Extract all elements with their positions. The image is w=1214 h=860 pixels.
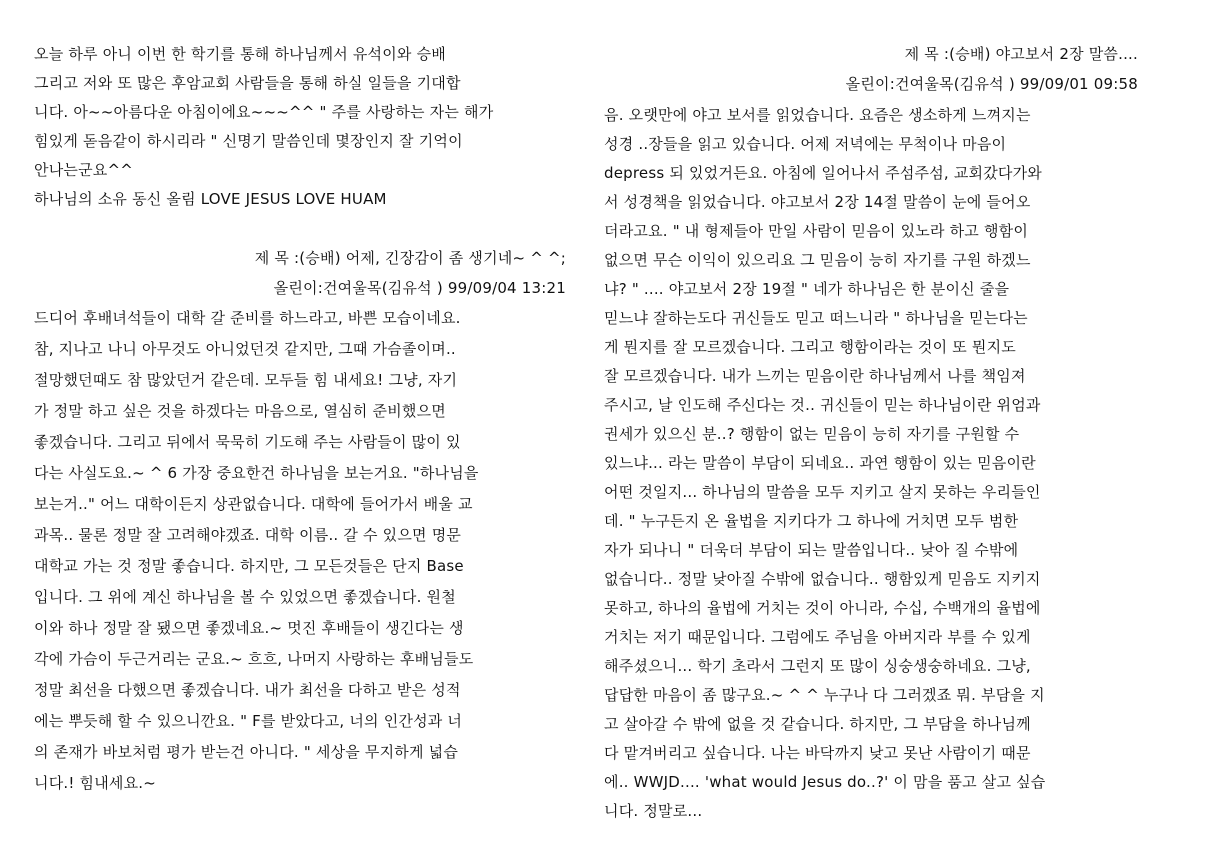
post-meta: 올린이:건여울목(김유석 ) 99/09/04 13:21 xyxy=(273,279,566,297)
body-line: 에.. WWJD.... 'what would Jesus do..?' 이 맘을 품고 살고 싶습 xyxy=(604,773,1046,791)
body-line: 더라고요. " 내 형제들아 만일 사람이 믿음이 있노라 하고 행함이 xyxy=(604,222,1029,240)
body-line: 각에 가슴이 두근거리는 군요.~ 흐흐, 나머지 사랑하는 후배님들도 xyxy=(34,650,474,668)
intro-line: 오늘 하루 아니 이번 한 학기를 통해 하나님께서 유석이와 승배 xyxy=(34,45,446,63)
body-line: 의 존재가 바보처럼 평가 받는건 아니다. " 세상을 무지하게 넓습 xyxy=(34,743,459,761)
body-line: 있느냐... 라는 말씀이 부담이 되네요.. 과연 행함이 있는 믿음이란 xyxy=(604,454,1036,472)
body-line: depress 되 있었거든요. 아침에 일어나서 주섬주섬, 교회갔다가와 xyxy=(604,164,1042,182)
intro-line: 안나는군요^^ xyxy=(34,161,133,179)
body-line: 니다. 정말로... xyxy=(604,802,703,820)
body-line: 에는 뿌듯해 할 수 있으니깐요. " F를 받았다고, 너의 인간성과 너 xyxy=(34,712,463,730)
post-title: 제 목 :(승배) 야고보서 2장 말씀.... xyxy=(904,45,1138,63)
body-line: 고 살아갈 수 밖에 없을 것 같습니다. 하지만, 그 부담을 하나님께 xyxy=(604,715,1031,733)
body-line: 음. 오랫만에 야고 보서를 읽었습니다. 요즘은 생소하게 느껴지는 xyxy=(604,106,1031,124)
intro-line: 니다. 아~~아름다운 아침이에요~~~^^ " 주를 사랑하는 자는 해가 xyxy=(34,103,494,121)
body-line: 다 맡겨버리고 싶습니다. 나는 바닥까지 낮고 못난 사람이기 때문 xyxy=(604,744,1031,762)
body-line: 서 성경책을 읽었습니다. 야고보서 2장 14절 말씀이 눈에 들어오 xyxy=(604,193,1031,211)
body-line: 어떤 것일지... 하나님의 말씀을 모두 지키고 살지 못하는 우리들인 xyxy=(604,483,1041,501)
body-line: 답답한 마음이 좀 많구요.~ ^ ^ 누구나 다 그러겠죠 뭐. 부담을 지 xyxy=(604,686,1045,704)
body-line: 자가 되나니 " 더욱더 부담이 되는 말씀입니다.. 낮아 질 수밖에 xyxy=(604,541,1019,559)
body-line: 잘 모르겠습니다. 내가 느끼는 믿음이란 하나님께서 나를 책임져 xyxy=(604,367,1026,385)
intro-line: 힘있게 돋음같이 하시리라 " 신명기 말씀인데 몇장인지 잘 기억이 xyxy=(34,132,463,150)
body-line: 못하고, 하나의 율법에 거치는 것이 아니라, 수십, 수백개의 율법에 xyxy=(604,599,1041,617)
body-line: 보는거.." 어느 대학이든지 상관없습니다. 대학에 들어가서 배울 교 xyxy=(34,495,473,513)
body-line: 권세가 있으신 분..? 행함이 없는 믿음이 능히 자기를 구원할 수 xyxy=(604,425,1020,443)
body-line: 없습니다.. 정말 낮아질 수밖에 없습니다.. 행함있게 믿음도 지키지 xyxy=(604,570,1041,588)
body-line: 성경 ..장들을 읽고 있습니다. 어제 저녁에는 무척이나 마음이 xyxy=(604,135,1007,153)
intro-line: 하나님의 소유 동신 올림 LOVE JESUS LOVE HUAM xyxy=(34,190,387,208)
body-line: 게 뭔지를 잘 모르겠습니다. 그리고 행함이라는 것이 또 뭔지도 xyxy=(604,338,1016,356)
body-line: 좋겠습니다. 그리고 뒤에서 묵묵히 기도해 주는 사람들이 많이 있 xyxy=(34,433,461,451)
body-line: 믿느냐 잘하는도다 귀신들도 믿고 떠느니라 " 하나님을 믿는다는 xyxy=(604,309,1028,327)
body-line: 과목.. 물론 정말 잘 고려해야겠죠. 대학 이름.. 갈 수 있으면 명문 xyxy=(34,526,462,544)
body-line: 정말 최선을 다했으면 좋겠습니다. 내가 최선을 다하고 받은 성적 xyxy=(34,681,461,699)
body-line: 이와 하나 정말 잘 됐으면 좋겠네요.~ 멋진 후배들이 생긴다는 생 xyxy=(34,619,464,637)
body-line: 가 정말 하고 싶은 것을 하겠다는 마음으로, 열심히 준비했으면 xyxy=(34,402,446,420)
body-line: 주시고, 날 인도해 주신다는 것.. 귀신들이 믿는 하나님이란 위엄과 xyxy=(604,396,1041,414)
body-line: 데. " 누구든지 온 율법을 지키다가 그 하나에 거치면 모두 범한 xyxy=(604,512,1019,530)
body-line: 냐? " .... 야고보서 2장 19절 " 네가 하나님은 한 분이신 줄을 xyxy=(604,280,1010,298)
body-line: 입니다. 그 위에 계신 하나님을 볼 수 있었으면 좋겠습니다. 원철 xyxy=(34,588,456,606)
body-line: 참, 지나고 나니 아무것도 아니었던것 같지만, 그때 가슴졸이며.. xyxy=(34,340,456,358)
body-line: 다는 사실도요.~ ^ 6 가장 중요한건 하나님을 보는거요. "하나님을 xyxy=(34,464,479,482)
post-meta: 올린이:건여울목(김유석 ) 99/09/01 09:58 xyxy=(845,75,1138,93)
body-line: 해주셨으니... 학기 초라서 그런지 또 많이 싱숭생숭하네요. 그냥, xyxy=(604,657,1031,675)
post-title: 제 목 :(승배) 어제, 긴장감이 좀 생기네~ ^ ^; xyxy=(254,249,566,267)
body-line: 드디어 후배녀석들이 대학 갈 준비를 하느라고, 바쁜 모습이네요. xyxy=(34,309,461,327)
body-line: 대학교 가는 것 정말 좋습니다. 하지만, 그 모든것들은 단지 Base xyxy=(34,557,464,575)
intro-line: 그리고 저와 또 많은 후암교회 사람들을 통해 하실 일들을 기대합 xyxy=(34,74,461,92)
body-line: 니다.! 힘내세요.~ xyxy=(34,774,157,792)
body-line: 거치는 저기 때문입니다. 그럼에도 주님을 아버지라 부를 수 있게 xyxy=(604,628,1031,646)
body-line: 절망했던때도 참 많았던거 같은데. 모두들 힘 내세요! 그냥, 자기 xyxy=(34,371,458,389)
body-line: 없으면 무슨 이익이 있으리요 그 믿음이 능히 자기를 구원 하겠느 xyxy=(604,251,1031,269)
